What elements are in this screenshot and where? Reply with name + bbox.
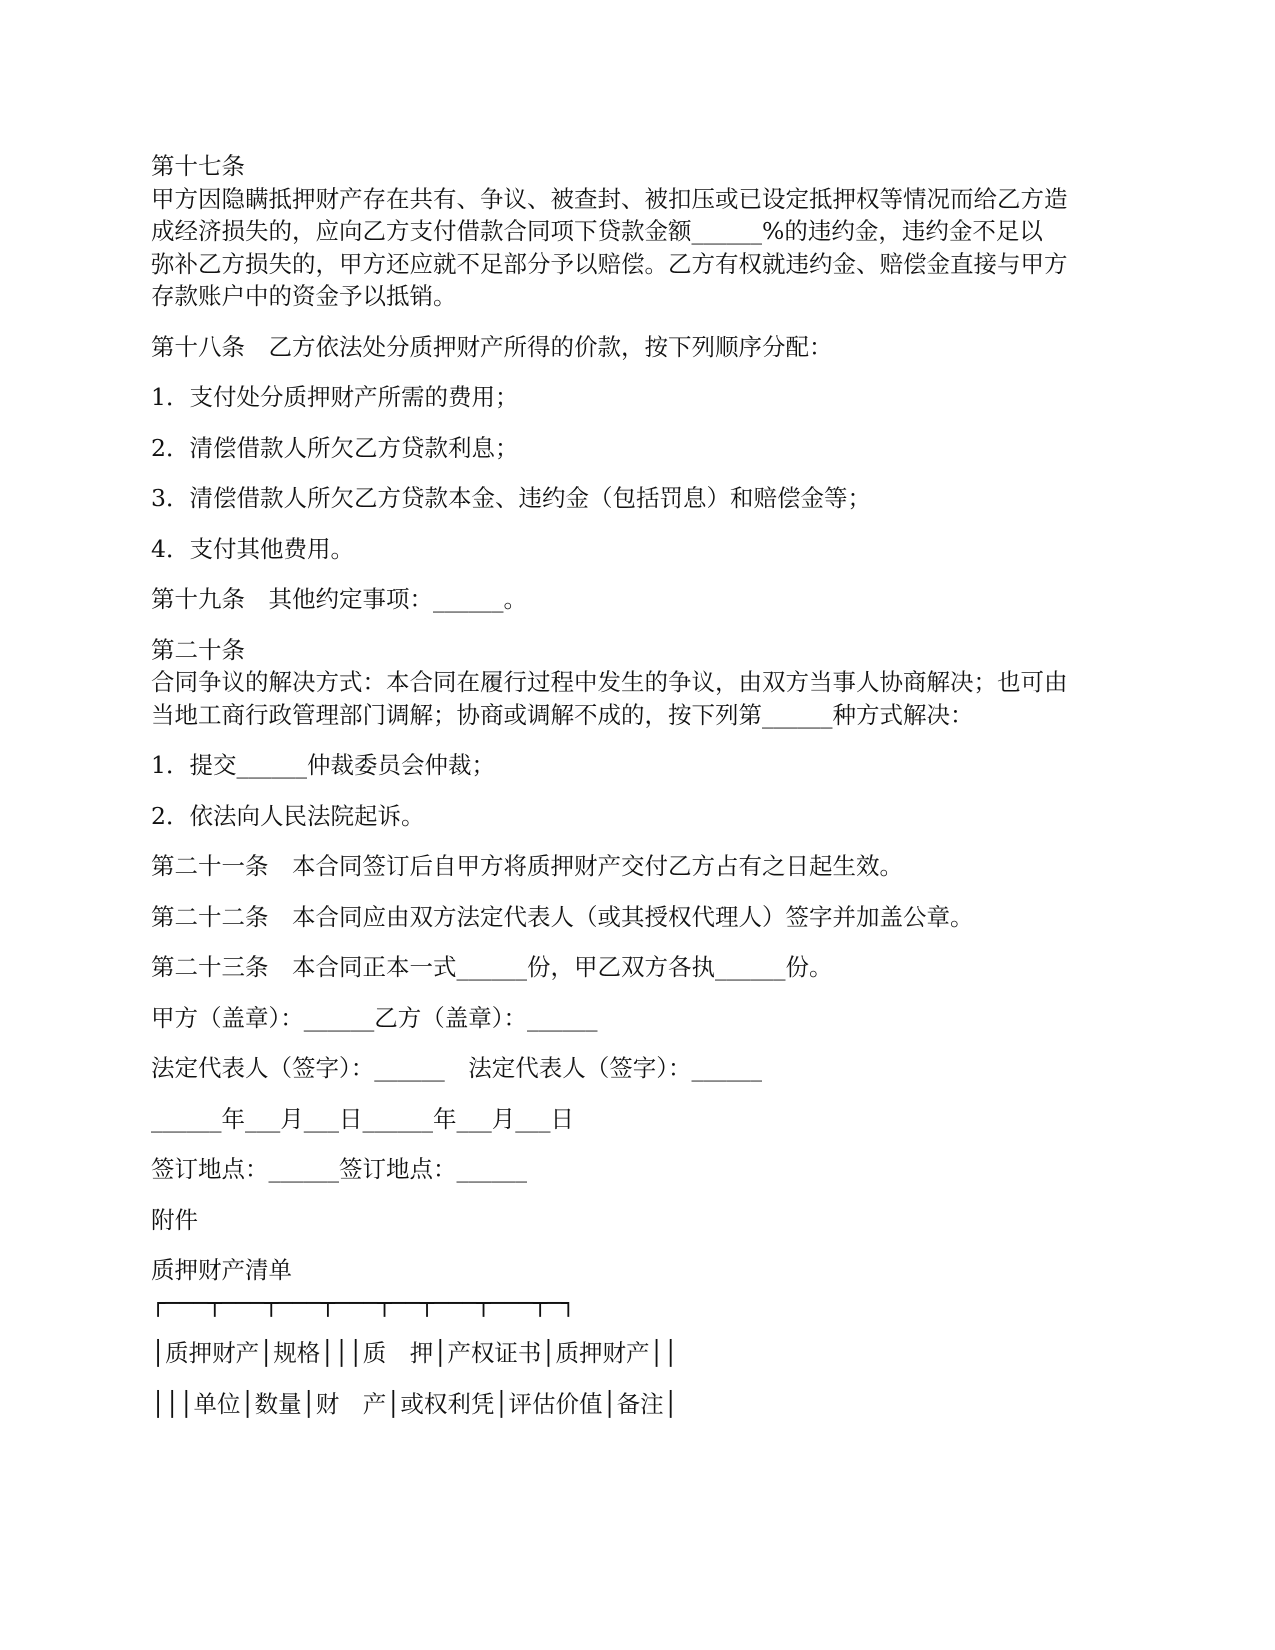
seal-line: 甲方（盖章）：______乙方（盖章）：______ — [151, 1003, 598, 1032]
article-22: 第二十二条 本合同应由双方法定代表人（或其授权代理人）签字并加盖公章。 — [151, 902, 974, 931]
article-17-heading: 第十七条 — [151, 152, 245, 180]
table-header-row-2: │││单位│数量│财 产│或权利凭│评估价值│备注│ — [151, 1389, 678, 1418]
article-18-item-2: 2．清偿借款人所欠乙方贷款利息； — [151, 433, 519, 462]
attachment-label: 附件 — [151, 1205, 198, 1234]
article-23: 第二十三条 本合同正本一式______份，甲乙双方各执______份。 — [151, 953, 833, 981]
article-19: 第十九条 其他约定事项：______。 — [151, 585, 527, 613]
table-top-border: ┌───┬───┬───┬───┬──┬───┬───┬─┐ — [151, 1288, 576, 1317]
article-17-line-1: 甲方因隐瞒抵押财产存在共有、争议、被查封、被扣压或已设定抵押权等情况而给乙方造 — [151, 184, 1068, 213]
table-header-row-1: │质押财产│规格│││质 押│产权证书│质押财产││ — [151, 1339, 678, 1367]
article-18-item-3: 3．清偿借款人所欠乙方贷款本金、违约金（包括罚息）和赔偿金等； — [151, 484, 871, 512]
signing-place-line: 签订地点：______签订地点：______ — [151, 1155, 527, 1183]
article-20-item-1: 1．提交______仲裁委员会仲裁； — [151, 751, 495, 779]
date-line: ______年___月___日______年___月___日 — [151, 1104, 574, 1133]
attachment-title: 质押财产清单 — [151, 1256, 292, 1284]
article-20-line-2: 当地工商行政管理部门调解；协商或调解不成的，按下列第______种方式解决： — [151, 700, 974, 729]
article-18-item-1: 1．支付处分质押财产所需的费用； — [151, 383, 519, 411]
article-17-line-2: 成经济损失的，应向乙方支付借款合同项下贷款金额______%的违约金，违约金不足以 — [151, 217, 1043, 245]
article-21: 第二十一条 本合同签订后自甲方将质押财产交付乙方占有之日起生效。 — [151, 852, 903, 880]
article-20-heading: 第二十条 — [151, 635, 245, 664]
article-17-line-3: 弥补乙方损失的，甲方还应就不足部分予以赔偿。乙方有权就违约金、赔偿金直接与甲方 — [151, 249, 1068, 278]
article-20-line-1: 合同争议的解决方式：本合同在履行过程中发生的争议，由双方当事人协商解决；也可由 — [151, 668, 1068, 696]
representative-line: 法定代表人（签字）：______ 法定代表人（签字）：______ — [151, 1054, 762, 1082]
contract-page — [151, 150, 1131, 1420]
article-17-line-4: 存款账户中的资金予以抵销。 — [151, 282, 457, 310]
article-18-item-4: 4．支付其他费用。 — [151, 534, 354, 563]
article-18: 第十八条 乙方依法处分质押财产所得的价款，按下列顺序分配： — [151, 332, 833, 361]
article-20-item-2: 2．依法向人民法院起诉。 — [151, 801, 425, 830]
